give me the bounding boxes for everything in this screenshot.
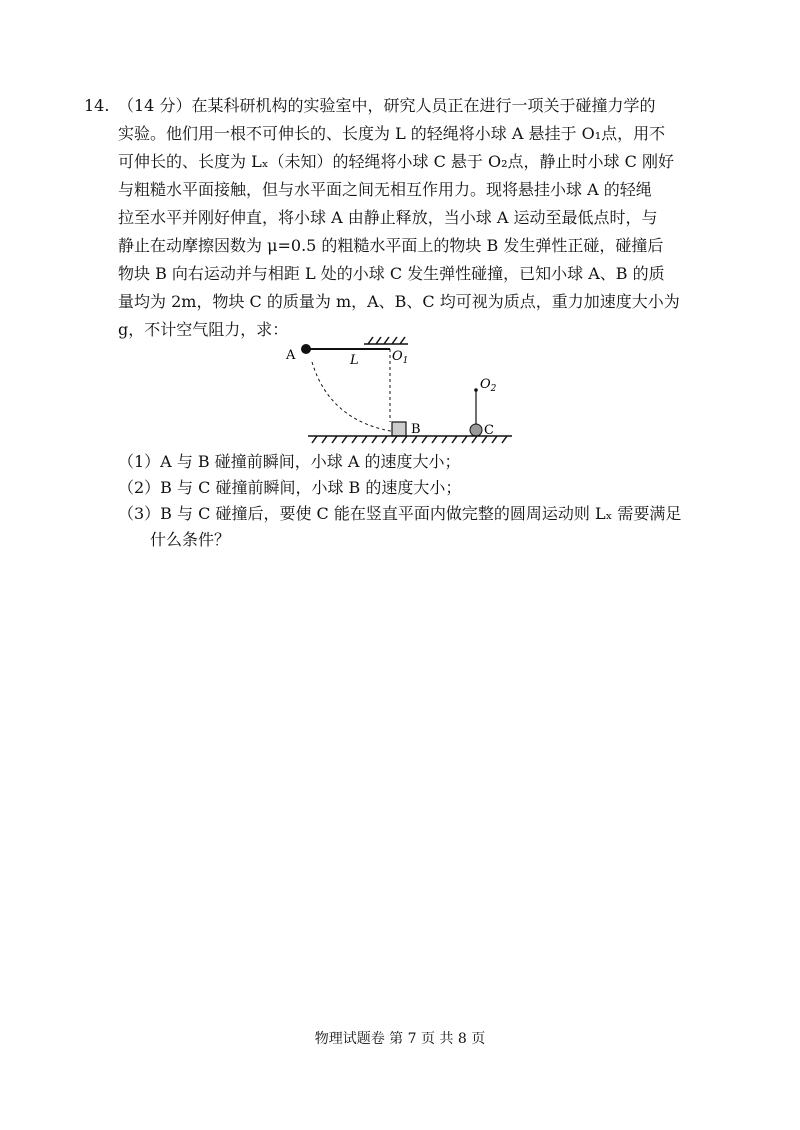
subquestion-1: （1）A 与 B 碰撞前瞬间，小球 A 的速度大小； (118, 452, 461, 471)
label-O1-main: O (392, 349, 403, 364)
stem-line: 与粗糙水平面接触，但与水平面之间无相互作用力。现将悬挂小球 A 的轻绳 (118, 180, 652, 199)
stem-line: 物块 B 向右运动并与相距 L 处的小球 C 发生弹性碰撞，已知小球 A、B 的质 (118, 264, 665, 283)
stem-line: （14 分）在某科研机构的实验室中，研究人员正在进行一项关于碰撞力学的 (118, 96, 656, 115)
stem-line: 可伸长的、长度为 Lₓ（未知）的轻绳将小球 C 悬于 O₂点，静止时小球 C 刚好 (118, 152, 674, 171)
collision-diagram (280, 332, 520, 450)
question-stem (118, 92, 728, 344)
label-O1 (392, 349, 408, 366)
label-L: L (350, 353, 359, 368)
stem-line: g，不计空气阻力，求： (118, 320, 289, 339)
subquestion-3: （3）B 与 C 碰撞后，要使 C 能在竖直平面内做完整的圆周运动则 Lₓ 需要满足 (118, 504, 682, 523)
label-O1-sub: 1 (402, 356, 409, 366)
subquestion-list (118, 449, 738, 553)
stem-line: 静止在动摩擦因数为 μ=0.5 的粗糙水平面上的物块 B 发生弹性正碰，碰撞后 (118, 236, 664, 255)
ceiling-support (364, 337, 408, 344)
swing-arc (312, 362, 396, 432)
question-number: 14. (84, 96, 110, 115)
stem-line: 实验。他们用一根不可伸长的、长度为 L 的轻绳将小球 A 悬挂于 O₁点，用不 (118, 124, 666, 143)
ground (308, 436, 512, 443)
subquestion-3-continued: 什么条件？ (150, 530, 231, 549)
ball-A (301, 344, 311, 354)
label-O2-sub: 2 (490, 384, 497, 394)
stem-line: 拉至水平并刚好伸直，将小球 A 由静止释放，当小球 A 运动至最低点时，与 (118, 208, 658, 227)
label-C: C (484, 423, 494, 438)
label-B: B (411, 422, 421, 437)
label-O2 (480, 377, 497, 394)
page-footer: 物理试题卷 第 7 页 共 8 页 (314, 1031, 486, 1047)
ball-C (470, 424, 482, 436)
label-O2-main: O (480, 377, 491, 392)
block-B (392, 422, 406, 436)
label-A: A (286, 348, 296, 363)
subquestion-2: （2）B 与 C 碰撞前瞬间，小球 B 的速度大小； (118, 478, 462, 497)
stem-line: 量均为 2m，物块 C 的质量为 m，A、B、C 均可视为质点，重力加速度大小为 (118, 292, 680, 311)
